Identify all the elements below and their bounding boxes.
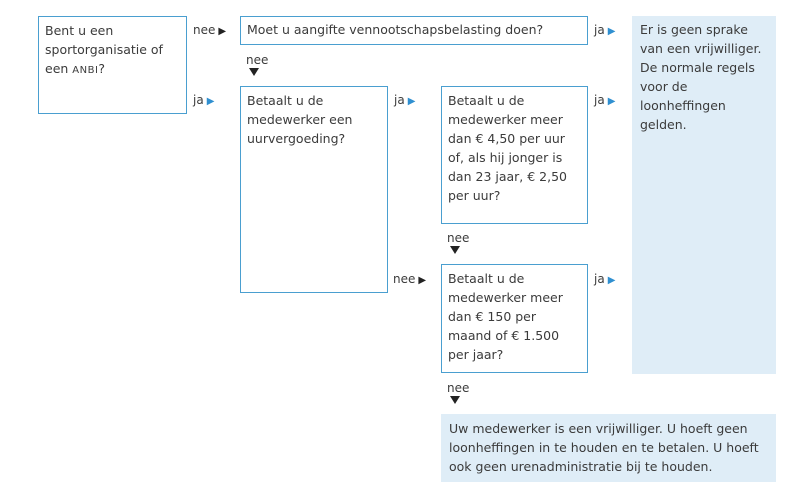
result-not-volunteer — [632, 16, 776, 374]
down-arrow-icon — [450, 246, 460, 254]
yes-text: ja — [594, 23, 605, 37]
result-no-text: Uw medewerker is een vrijwilliger. U hoeft geen loonheffingen in te houden en te betalen. U hoeft ook geen urenadministratie bij te houden. — [449, 421, 759, 474]
question-corporate-tax — [240, 16, 588, 45]
right-arrow-icon: ▶ — [607, 26, 616, 37]
no-text: nee — [246, 53, 269, 67]
right-arrow-icon: ▶ — [206, 96, 215, 107]
down-arrow-icon — [249, 68, 259, 76]
label-no-q5-down — [447, 381, 469, 395]
yes-text: ja — [394, 93, 405, 107]
right-arrow-icon: ▶ — [418, 275, 427, 286]
question-monthly-threshold — [441, 264, 588, 373]
q1-anbi: ANBI — [72, 65, 99, 76]
no-text: nee — [393, 272, 416, 286]
result-volunteer — [441, 414, 776, 482]
label-yes-q2 — [594, 23, 615, 39]
q1-line2: sportorganisatie of — [45, 42, 163, 57]
q3-text: Betaalt u de medewerker een uurvergoeding? — [247, 93, 353, 146]
label-yes-q4 — [594, 93, 615, 109]
label-no-q1-to-q2 — [193, 23, 226, 39]
no-text: nee — [447, 231, 470, 245]
no-text: nee — [193, 23, 216, 37]
result-yes-text: Er is geen sprake van een vrijwilliger. De normale regels voor de loonheffingen gelden. — [640, 22, 762, 132]
right-arrow-icon: ▶ — [407, 96, 416, 107]
q1-line3-post: ? — [98, 61, 106, 76]
label-no-q3-to-q5 — [393, 272, 426, 288]
right-arrow-icon: ▶ — [218, 26, 227, 37]
q1-line3-pre: een — [45, 61, 73, 76]
yes-text: ja — [594, 272, 605, 286]
q4-text: Betaalt u de medewerker meer dan € 4,50 per uur of, als hij jonger is dan 23 jaar, € 2,50 per uur? — [448, 93, 568, 203]
q2-text: Moet u aangifte vennootschapsbelasting doen? — [247, 22, 544, 37]
label-yes-q3-to-q4 — [394, 93, 415, 109]
yes-text: ja — [594, 93, 605, 107]
question-hourly-pay — [240, 86, 388, 293]
down-arrow-icon — [450, 396, 460, 404]
q1-line1: Bent u een — [45, 23, 114, 38]
label-yes-q5 — [594, 272, 615, 288]
right-arrow-icon: ▶ — [607, 275, 616, 286]
yes-text: ja — [193, 93, 204, 107]
question-hourly-threshold — [441, 86, 588, 224]
no-text: nee — [447, 381, 470, 395]
q5-text: Betaalt u de medewerker meer dan € 150 per maand of € 1.500 per jaar? — [448, 271, 563, 362]
label-no-q2-down — [246, 53, 268, 67]
right-arrow-icon: ▶ — [607, 96, 616, 107]
question-sports-organisation — [38, 16, 187, 114]
label-yes-q1-to-q3 — [193, 93, 214, 109]
label-no-q4-down — [447, 231, 469, 245]
